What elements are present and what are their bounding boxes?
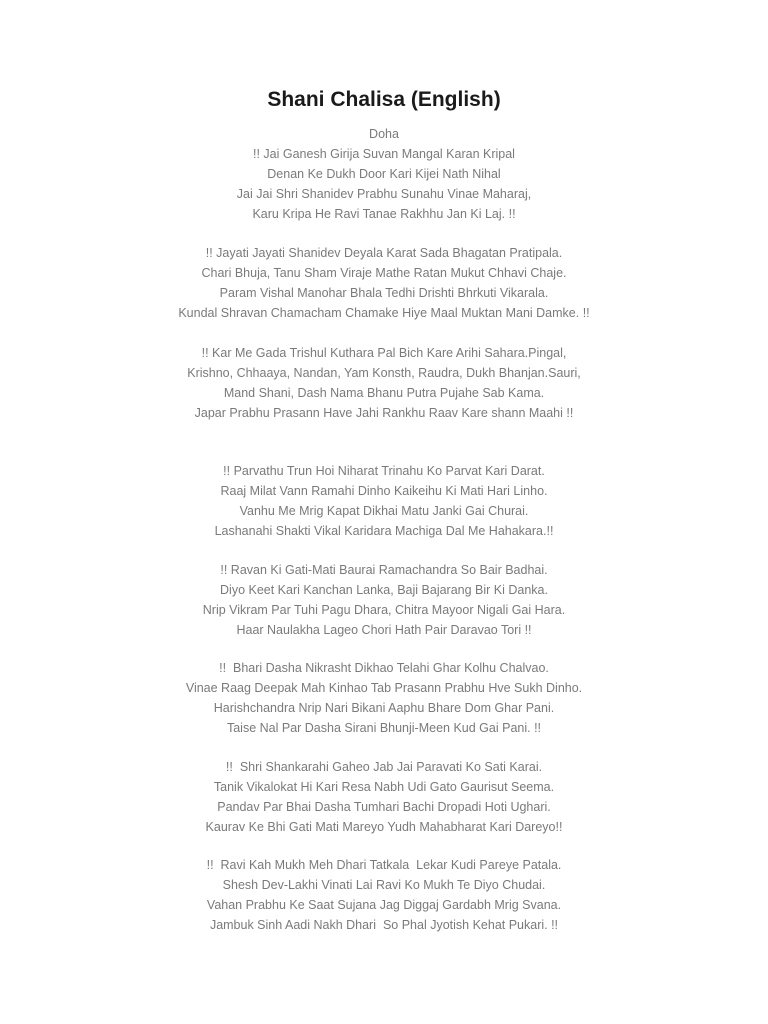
stanza-line: Param Vishal Manohar Bhala Tedhi Drishti Bhrkuti Vikarala. [219, 286, 549, 300]
stanza-line: Haar Naulakha Lageo Chori Hath Pair Daravao Tori !! [236, 623, 532, 637]
stanza [0, 560, 768, 640]
stanza [0, 343, 768, 423]
document-title: Shani Chalisa (English) [267, 88, 501, 111]
stanza-line: Taise Nal Par Dasha Sirani Bhunji-Meen Kud Gai Pani. !! [226, 721, 542, 735]
stanza [0, 658, 768, 738]
stanza-line: !! Shri Shankarahi Gaheo Jab Jai Paravati Ko Sati Karai. [225, 760, 543, 774]
stanza-line: Kundal Shravan Chamacham Chamake Hiye Maal Muktan Mani Damke. !! [178, 306, 590, 320]
stanza-line: Tanik Vikalokat Hi Kari Resa Nabh Udi Gato Gaurisut Seema. [213, 780, 555, 794]
stanza-line: Raaj Milat Vann Ramahi Dinho Kaikeihu Ki Mati Hari Linho. [220, 484, 548, 498]
stanza-line: !! Parvathu Trun Hoi Niharat Trinahu Ko Parvat Kari Darat. [223, 464, 545, 478]
stanza-line: !! Ravan Ki Gati-Mati Baurai Ramachandra So Bair Badhai. [220, 563, 548, 577]
stanza-line: Krishno, Chhaaya, Nandan, Yam Konsth, Raudra, Dukh Bhanjan.Sauri, [187, 366, 581, 380]
stanza-line: Japar Prabhu Prasann Have Jahi Rankhu Raav Kare shann Maahi !! [194, 406, 574, 420]
stanza-line: Pandav Par Bhai Dasha Tumhari Bachi Dropadi Hoti Ughari. [217, 800, 551, 814]
stanza-line: Kaurav Ke Bhi Gati Mati Mareyo Yudh Mahabharat Kari Dareyo!! [205, 820, 563, 834]
stanza-line: Chari Bhuja, Tanu Sham Viraje Mathe Ratan Mukut Chhavi Chaje. [201, 266, 567, 280]
stanza-line: Jambuk Sinh Aadi Nakh Dhari So Phal Jyotish Kehat Pukari. !! [209, 918, 559, 932]
stanza-line: Nrip Vikram Par Tuhi Pagu Dhara, Chitra Mayoor Nigali Gai Hara. [202, 603, 566, 617]
stanza-doha [0, 124, 768, 224]
stanza-line: Vanhu Me Mrig Kapat Dikhai Matu Janki Gai Churai. [239, 504, 529, 518]
stanza-line: Harishchandra Nrip Nari Bikani Aaphu Bhare Dom Ghar Pani. [213, 701, 555, 715]
stanza [0, 243, 768, 323]
stanza-line: Shesh Dev-Lakhi Vinati Lai Ravi Ko Mukh Te Diyo Chudai. [222, 878, 546, 892]
stanza-line: !! Bhari Dasha Nikrasht Dikhao Telahi Ghar Kolhu Chalvao. [219, 661, 549, 675]
stanza [0, 855, 768, 935]
stanza-line: Doha [369, 127, 399, 141]
stanza-line: !! Kar Me Gada Trishul Kuthara Pal Bich Kare Arihi Sahara.Pingal, [201, 346, 567, 360]
stanza-line: Lashanahi Shakti Vikal Karidara Machiga Dal Me Hahakara.!! [214, 524, 554, 538]
stanza-line: Vinae Raag Deepak Mah Kinhao Tab Prasann Prabhu Hve Sukh Dinho. [185, 681, 583, 695]
stanza [0, 757, 768, 837]
stanza-line: !! Ravi Kah Mukh Meh Dhari Tatkala Lekar Kudi Pareye Patala. [206, 858, 562, 872]
stanza-line: Jai Jai Shri Shanidev Prabhu Sunahu Vinae Maharaj, [236, 187, 532, 201]
stanza-line: Mand Shani, Dash Nama Bhanu Putra Pujahe Sab Kama. [223, 386, 545, 400]
stanza [0, 461, 768, 541]
stanza-line: !! Jayati Jayati Shanidev Deyala Karat Sada Bhagatan Pratipala. [205, 246, 563, 260]
stanza-line: !! Jai Ganesh Girija Suvan Mangal Karan Kripal [253, 147, 515, 161]
stanza-line: Vahan Prabhu Ke Saat Sujana Jag Diggaj Gardabh Mrig Svana. [206, 898, 562, 912]
stanza-line: Karu Kripa He Ravi Tanae Rakhhu Jan Ki Laj. !! [252, 207, 516, 221]
stanza-line: Diyo Keet Kari Kanchan Lanka, Baji Bajarang Bir Ki Danka. [220, 583, 548, 597]
stanza-line: Denan Ke Dukh Door Kari Kijei Nath Nihal [267, 167, 501, 181]
